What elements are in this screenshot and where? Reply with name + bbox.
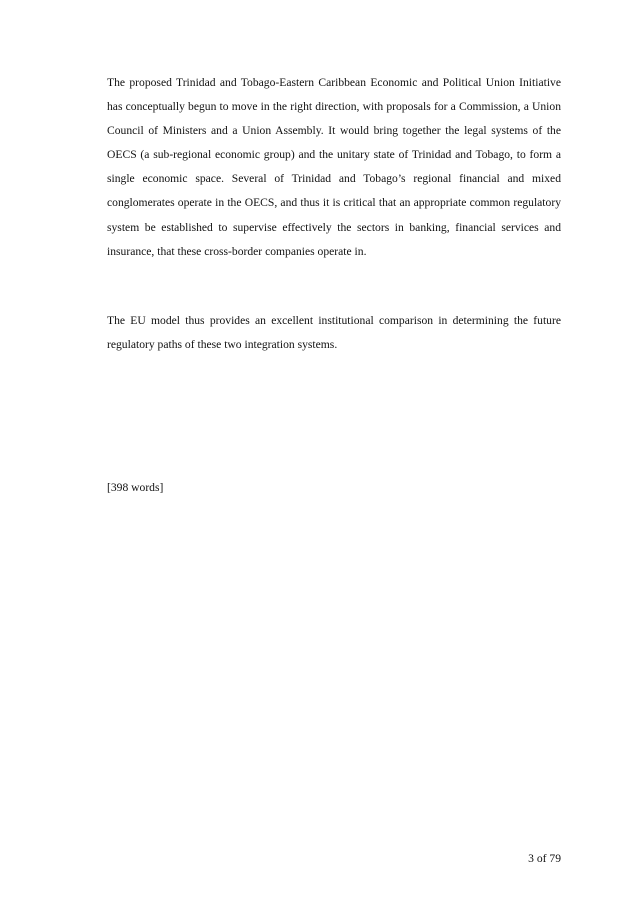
word-count: [398 words] (107, 481, 164, 494)
body-paragraph: The EU model thus provides an excellent institutional comparison in determining the future regulatory paths of these two integration systems. (107, 314, 561, 352)
page-number: 3 of 79 (528, 852, 561, 865)
body-paragraph: The proposed Trinidad and Tobago-Eastern Caribbean Economic and Political Union Initiative has conceptually begun to move in the right direction, with proposals for a Commission, a Union Council of Ministers and a Union Assembly. It would bring together the legal systems of the OECS (a sub-regional economic group) and the unitary state of Trinidad and Tobago, to form a single economic space. Several of Trinidad and Tobago’s regional financial and mixed conglomerates operate in the OECS, and thus it is critical that an appropriate common regulatory system be established to supervise effectively the sectors in banking, financial services and insurance, that these cross-border companies operate in. (107, 76, 561, 258)
